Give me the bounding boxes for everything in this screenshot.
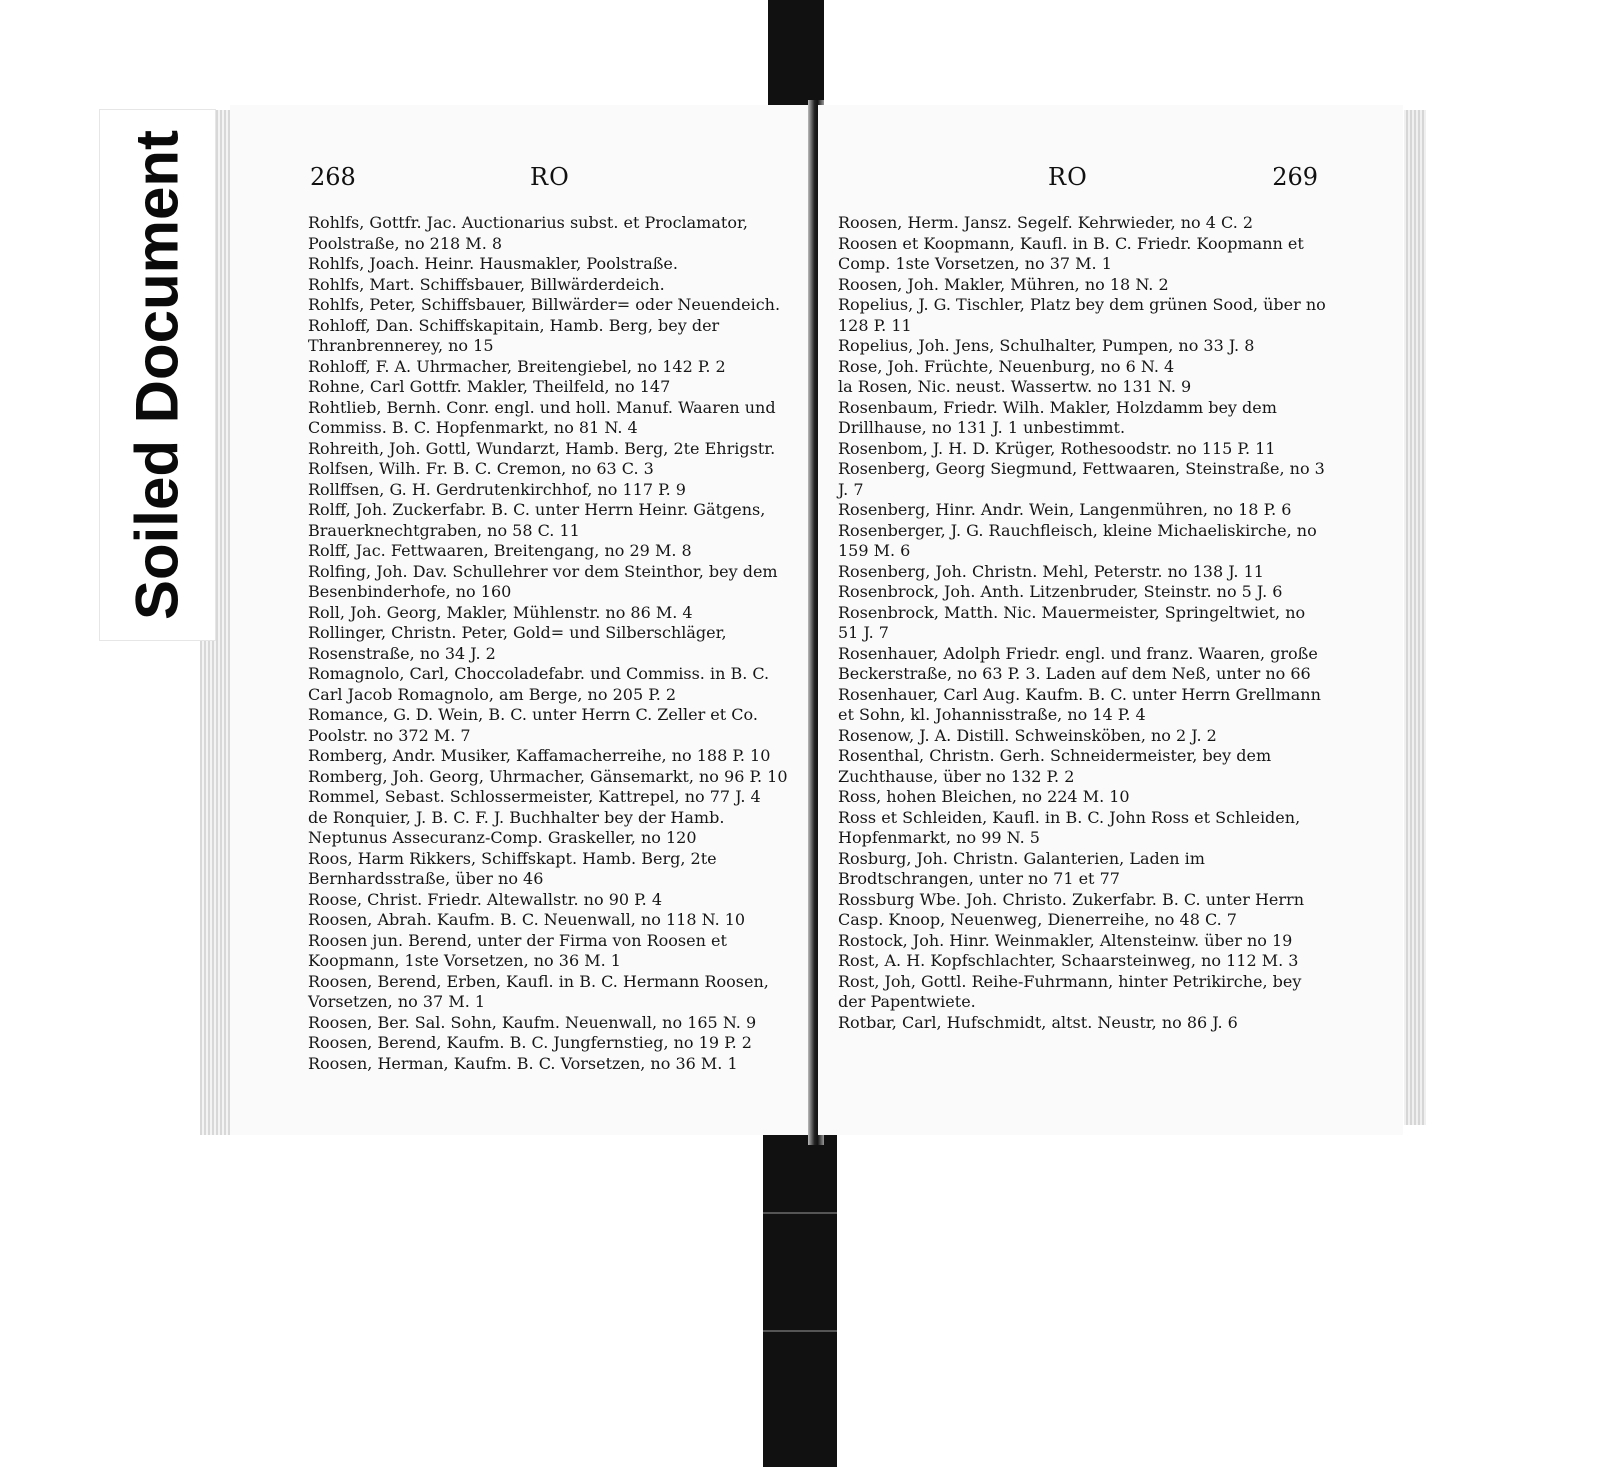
directory-entry: Romberg, Joh. Georg, Uhrmacher, Gänsemarkt, no 96 P. 10 [308,766,788,786]
directory-entry: Roll, Joh. Georg, Makler, Mühlenstr. no 86 M. 4 [308,602,693,622]
directory-entry: Rommel, Sebast. Schlossermeister, Kattrepel, no 77 J. 4 [308,787,761,806]
directory-entry: Roos, Harm Rikkers, Schiffskapt. Hamb. Berg, 2te Bernhardsstraße, über no 46 [308,848,717,888]
directory-entry: Rohlfs, Joach. Heinr. Hausmakler, Poolstraße. [308,254,678,273]
directory-entry: Rohloff, F. A. Uhrmacher, Breitengiebel, no 142 P. 2 [308,356,726,376]
directory-entry: Rosenbrock, Matth. Nic. Mauermeister, Springeltwiet, no 51 J. 7 [838,602,1306,642]
directory-entry: Rosenberg, Georg Siegmund, Fettwaaren, Steinstraße, no 3 J. 7 [838,459,1325,499]
directory-entry: Rosenhauer, Carl Aug. Kaufm. B. C. unter Herrn Grellmann et Sohn, kl. Johannisstraße, no 14 P. 4 [838,684,1321,724]
directory-entries [838,213,1328,1033]
directory-entry: Rohlfs, Peter, Schiffsbauer, Billwärder= oder Neuendeich. [308,295,781,314]
directory-entry: Ross, hohen Bleichen, no 224 M. 10 [838,787,1130,806]
directory-entry: Rosenberg, Hinr. Andr. Wein, Langenmühren, no 18 P. 6 [838,500,1292,519]
directory-entry: Rosenhauer, Adolph Friedr. engl. und franz. Waaren, große Beckerstraße, no 63 P. 3. Laden auf dem Neß, unter no 66 [838,643,1318,683]
directory-entry: Rosenbrock, Joh. Anth. Litzenbruder, Steinstr. no 5 J. 6 [838,582,1283,601]
directory-entry: Rohne, Carl Gottfr. Makler, Theilfeld, no 147 [308,377,671,396]
directory-entry: la Rosen, Nic. neust. Wassertw. no 131 N. 9 [838,377,1192,396]
directory-entry: Rollffsen, G. H. Gerdrutenkirchhof, no 117 P. 9 [308,479,686,499]
label-text: Soiled Document [123,129,191,621]
directory-entry: Rohreith, Joh. Gottl, Wundarzt, Hamb. Berg, 2te Ehrigstr. [308,438,776,458]
directory-entry: Roosen, Herman, Kaufm. B. C. Vorsetzen, no 36 M. 1 [308,1053,738,1073]
page-edges-right [1404,110,1426,1125]
directory-entry: Rosenthal, Christn. Gerh. Schneidermeister, bey dem Zuchthause, über no 132 P. 2 [838,746,1272,786]
page-number: 268 [310,163,356,191]
directory-entry: Rost, A. H. Kopfschlachter, Schaarsteinweg, no 112 M. 3 [838,951,1299,970]
directory-entry: Roosen et Koopmann, Kaufl. in B. C. Friedr. Koopmann et Comp. 1ste Vorsetzen, no 37 M. 1 [838,233,1304,273]
directory-entry: Rosenbaum, Friedr. Wilh. Makler, Holzdamm bey dem Drillhause, no 131 J. 1 unbestimmt. [838,397,1277,437]
directory-entry: Rohtlieb, Bernh. Conr. engl. und holl. Manuf. Waaren und Commiss. B. C. Hopfenmarkt, no 81 N. 4 [308,397,776,437]
directory-entries [308,213,798,1074]
directory-entry: Rolff, Joh. Zuckerfabr. B. C. unter Herrn Heinr. Gätgens, Brauerknechtgraben, no 58 C. 11 [308,500,766,540]
directory-entry: Roosen, Herm. Jansz. Segelf. Kehrwieder, no 4 C. 2 [838,213,1254,232]
directory-entry: Ropelius, Joh. Jens, Schulhalter, Pumpen, no 33 J. 8 [838,336,1255,355]
directory-entry: Romagnolo, Carl, Choccoladefabr. und Commiss. in B. C. Carl Jacob Romagnolo, am Berge, no 205 P. 2 [308,664,770,704]
open-book [200,100,1426,1145]
running-head: RO [530,163,570,191]
left-page [230,105,815,1135]
directory-entry: Rolff, Jac. Fettwaaren, Breitengang, no 29 M. 8 [308,541,692,560]
soiled-document-label [100,110,215,640]
directory-entry: Ross et Schleiden, Kaufl. in B. C. John Ross et Schleiden, Hopfenmarkt, no 99 N. 5 [838,807,1301,847]
directory-entry: Romberg, Andr. Musiker, Kaffamacherreihe, no 188 P. 10 [308,746,771,765]
directory-entry: Roose, Christ. Friedr. Altewallstr. no 90 P. 4 [308,889,663,909]
directory-entry: Rohlfs, Mart. Schiffsbauer, Billwärderdeich. [308,274,665,294]
directory-entry: Roosen, Abrah. Kaufm. B. C. Neuenwall, no 118 N. 10 [308,910,746,929]
directory-entry: Rost, Joh, Gottl. Reihe-Fuhrmann, hinter Petrikirche, bey der Papentwiete. [838,971,1302,1011]
directory-entry: de Ronquier, J. B. C. F. J. Buchhalter bey der Hamb. Neptunus Assecuranz-Comp. Graskeller, no 120 [308,807,725,847]
directory-entry: Rosenberger, J. G. Rauchfleisch, kleine Michaeliskirche, no 159 M. 6 [838,520,1317,560]
directory-entry: Rohlfs, Gottfr. Jac. Auctionarius subst. et Proclamator, Poolstraße, no 218 M. 8 [308,213,748,253]
book-binding-top [768,0,824,110]
directory-entry: Rosenbom, J. H. D. Krüger, Rothesoodstr. no 115 P. 11 [838,438,1276,458]
page-number: 269 [1272,163,1318,191]
directory-entry: Rosenberg, Joh. Christn. Mehl, Peterstr. no 138 J. 11 [838,561,1264,581]
directory-entry: Romance, G. D. Wein, B. C. unter Herrn C. Zeller et Co. Poolstr. no 372 M. 7 [308,705,758,745]
directory-entry: Rolfing, Joh. Dav. Schullehrer vor dem Steinthor, bey dem Besenbinderhofe, no 160 [308,561,778,601]
directory-entry: Rostock, Joh. Hinr. Weinmakler, Altensteinw. über no 19 [838,930,1293,950]
directory-entry: Rollinger, Christn. Peter, Gold= und Silberschläger, Rosenstraße, no 34 J. 2 [308,623,727,663]
left-page-header [230,163,812,193]
directory-entry: Ropelius, J. G. Tischler, Platz bey dem grünen Sood, über no 128 P. 11 [838,295,1326,335]
directory-entry: Rohloff, Dan. Schiffskapitain, Hamb. Berg, bey der Thranbrennerey, no 15 [308,315,720,355]
directory-entry: Rose, Joh. Früchte, Neuenburg, no 6 N. 4 [838,356,1175,376]
directory-entry: Roosen jun. Berend, unter der Firma von Roosen et Koopmann, 1ste Vorsetzen, no 36 M. 1 [308,930,727,970]
directory-entry: Roosen, Joh. Makler, Mühren, no 18 N. 2 [838,274,1169,294]
directory-entry: Roosen, Berend, Kaufm. B. C. Jungfernstieg, no 19 P. 2 [308,1033,752,1052]
running-head: RO [1048,163,1088,191]
book-binding-bottom [763,1130,837,1467]
directory-entry: Rolfsen, Wilh. Fr. B. C. Cremon, no 63 C. 3 [308,459,654,478]
right-page [818,105,1403,1135]
directory-entry: Rotbar, Carl, Hufschmidt, altst. Neustr, no 86 J. 6 [838,1012,1238,1032]
directory-entry: Roosen, Berend, Erben, Kaufl. in B. C. Hermann Roosen, Vorsetzen, no 37 M. 1 [308,971,769,1011]
directory-entry: Roosen, Ber. Sal. Sohn, Kaufm. Neuenwall, no 165 N. 9 [308,1012,757,1032]
directory-entry: Rosenow, J. A. Distill. Schweinsköben, no 2 J. 2 [838,725,1217,745]
right-page-header [818,163,1403,193]
directory-entry: Rosburg, Joh. Christn. Galanterien, Laden im Brodtschrangen, unter no 71 et 77 [838,848,1205,888]
directory-entry: Rossburg Wbe. Joh. Christo. Zukerfabr. B. C. unter Herrn Casp. Knoop, Neuenweg, Dienerreihe, no 48 C. 7 [838,889,1304,929]
